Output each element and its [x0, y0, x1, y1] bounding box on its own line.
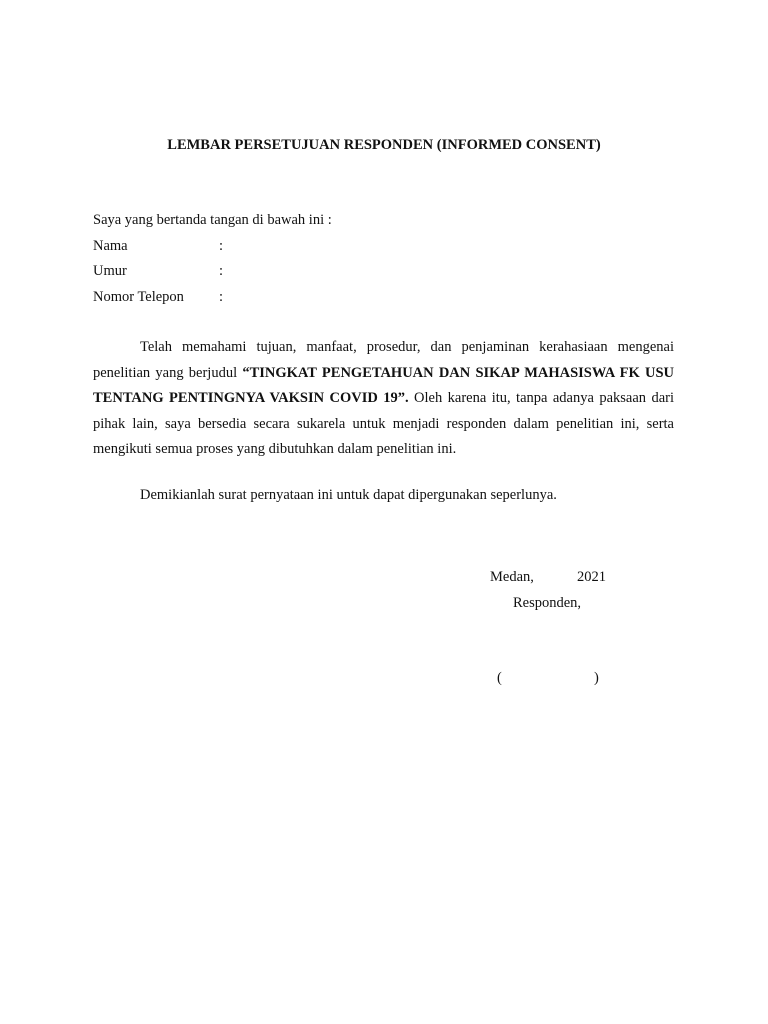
- signature-year: 2021: [577, 569, 606, 585]
- document-title: LEMBAR PERSETUJUAN RESPONDEN (INFORMED CONSENT): [167, 137, 601, 153]
- field-label-nomor-telepon: Nomor Telepon: [93, 289, 184, 305]
- field-label-nama: Nama: [93, 238, 128, 254]
- field-colon-nama: :: [219, 238, 224, 254]
- signature-role: Responden,: [513, 595, 582, 611]
- consent-paragraph: [93, 335, 674, 463]
- signature-city: Medan,: [490, 569, 534, 585]
- field-colon-nomor-telepon: :: [219, 289, 224, 305]
- field-label-umur: Umur: [93, 263, 127, 279]
- signature-open-paren: (: [497, 670, 502, 686]
- closing-statement: Demikianlah surat pernyataan ini untuk dapat dipergunakan seperlunya.: [140, 487, 557, 503]
- field-colon-umur: :: [219, 263, 224, 279]
- paragraph-text-part1: Telah memahami tujuan, manfaat, prosedur, dan penjaminan kerahasiaan mengenai penelitian yang berjudul: [93, 339, 674, 381]
- signature-close-paren: ): [594, 670, 599, 686]
- paragraph-text-part2: Oleh karena itu, tanpa adanya paksaan dari pihak lain, saya bersedia secara sukarela untuk menjadi responden dalam penelitian ini, serta mengikuti semua proses yang dibutuhkan dalam penelitian ini.: [93, 390, 674, 457]
- research-title: “TINGKAT PENGETAHUAN DAN SIKAP MAHASISWA FK USU TENTANG PENTINGNYA VAKSIN COVID 19”.: [93, 364, 674, 406]
- intro-text: Saya yang bertanda tangan di bawah ini :: [93, 212, 332, 228]
